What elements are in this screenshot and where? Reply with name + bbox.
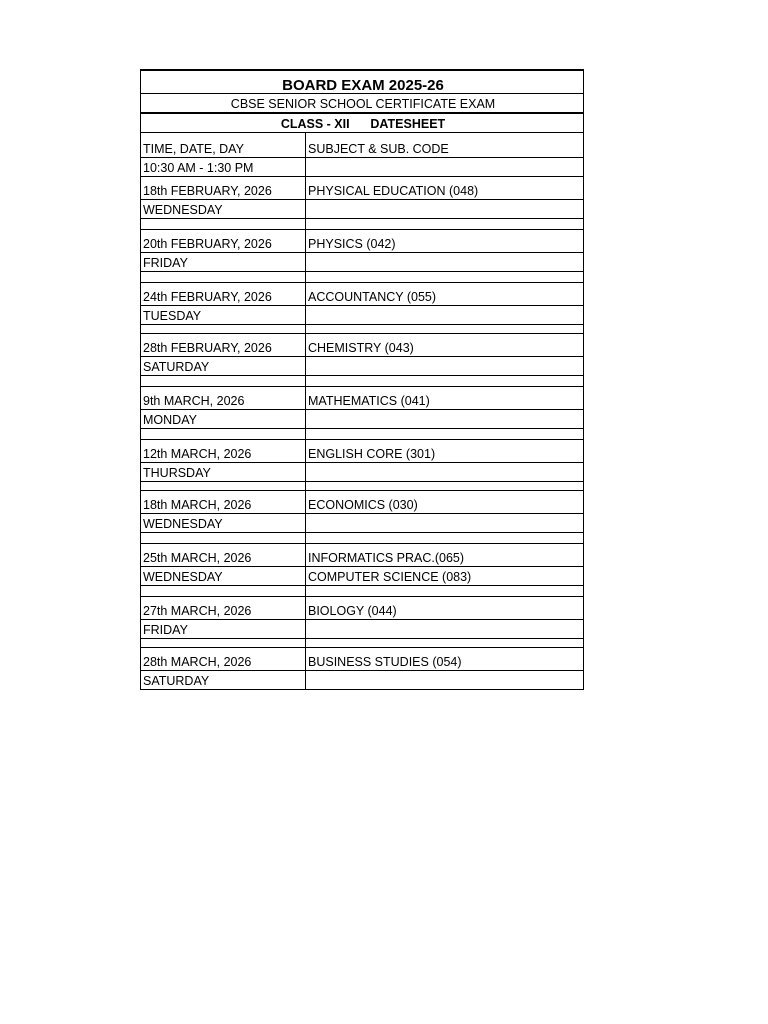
entry-date-row [141, 387, 584, 410]
entry-day-row [141, 306, 584, 325]
exam-time: 10:30 AM - 1:30 PM [141, 158, 306, 177]
exam-day: WEDNESDAY [141, 514, 306, 533]
exam-subject-secondary [306, 357, 584, 376]
exam-subject: BIOLOGY (044) [306, 597, 584, 620]
header-time-date-day: TIME, DATE, DAY [141, 133, 306, 158]
exam-day: WEDNESDAY [141, 200, 306, 219]
exam-day: WEDNESDAY [141, 567, 306, 586]
entry-day-row [141, 410, 584, 429]
exam-subject-secondary [306, 620, 584, 639]
exam-day: FRIDAY [141, 253, 306, 272]
entry-date-row [141, 597, 584, 620]
exam-subject: BUSINESS STUDIES (054) [306, 648, 584, 671]
exam-subject-secondary [306, 306, 584, 325]
separator-cell [141, 586, 306, 597]
entry-day-row [141, 671, 584, 690]
exam-subject: PHYSICAL EDUCATION (048) [306, 177, 584, 200]
separator-cell [141, 482, 306, 491]
entry-date-row [141, 440, 584, 463]
entry-date-row [141, 491, 584, 514]
entry-date-row [141, 177, 584, 200]
datesheet-table [140, 69, 584, 690]
entry-date-row [141, 230, 584, 253]
exam-date: 28th MARCH, 2026 [141, 648, 306, 671]
separator-cell [306, 272, 584, 283]
exam-date: 20th FEBRUARY, 2026 [141, 230, 306, 253]
separator-cell [306, 482, 584, 491]
separator-cell [306, 429, 584, 440]
entry-day-row [141, 514, 584, 533]
separator-cell [141, 533, 306, 544]
exam-date: 9th MARCH, 2026 [141, 387, 306, 410]
separator-cell [141, 639, 306, 648]
class-label: CLASS - XII DATESHEET [141, 113, 584, 133]
exam-day: THURSDAY [141, 463, 306, 482]
exam-date: 24th FEBRUARY, 2026 [141, 283, 306, 306]
separator-cell [306, 376, 584, 387]
exam-subject: INFORMATICS PRAC.(065) [306, 544, 584, 567]
separator-cell [306, 533, 584, 544]
header-subject: SUBJECT & SUB. CODE [306, 133, 584, 158]
entry-date-row [141, 283, 584, 306]
sheet-title: BOARD EXAM 2025-26 [141, 70, 584, 94]
exam-subject: ENGLISH CORE (301) [306, 440, 584, 463]
exam-day: SATURDAY [141, 671, 306, 690]
exam-day: FRIDAY [141, 620, 306, 639]
exam-subject-secondary [306, 514, 584, 533]
exam-subject: MATHEMATICS (041) [306, 387, 584, 410]
separator-row [141, 482, 584, 491]
separator-row [141, 429, 584, 440]
separator-cell [306, 325, 584, 334]
separator-cell [141, 325, 306, 334]
separator-cell [306, 639, 584, 648]
entry-day-row [141, 253, 584, 272]
exam-day: MONDAY [141, 410, 306, 429]
exam-subject-secondary: COMPUTER SCIENCE (083) [306, 567, 584, 586]
entry-date-row [141, 648, 584, 671]
entry-day-row [141, 620, 584, 639]
header-row [141, 133, 584, 158]
exam-subject-secondary [306, 463, 584, 482]
exam-subject-secondary [306, 253, 584, 272]
separator-cell [141, 429, 306, 440]
separator-row [141, 325, 584, 334]
separator-row [141, 586, 584, 597]
time-row [141, 158, 584, 177]
exam-date: 28th FEBRUARY, 2026 [141, 334, 306, 357]
exam-date: 18th FEBRUARY, 2026 [141, 177, 306, 200]
entry-day-row [141, 463, 584, 482]
exam-subject: PHYSICS (042) [306, 230, 584, 253]
entry-day-row [141, 200, 584, 219]
separator-cell [306, 586, 584, 597]
exam-date: 18th MARCH, 2026 [141, 491, 306, 514]
separator-row [141, 219, 584, 230]
separator-row [141, 272, 584, 283]
separator-cell [141, 272, 306, 283]
separator-row [141, 533, 584, 544]
entry-date-row [141, 544, 584, 567]
exam-date: 12th MARCH, 2026 [141, 440, 306, 463]
exam-subject-secondary [306, 671, 584, 690]
exam-subject: ECONOMICS (030) [306, 491, 584, 514]
exam-day: TUESDAY [141, 306, 306, 325]
separator-row [141, 376, 584, 387]
separator-cell [306, 219, 584, 230]
separator-row [141, 639, 584, 648]
exam-date: 27th MARCH, 2026 [141, 597, 306, 620]
time-row-empty [306, 158, 584, 177]
entry-date-row [141, 334, 584, 357]
separator-cell [141, 376, 306, 387]
entry-day-row [141, 567, 584, 586]
subtitle-row [141, 94, 584, 114]
title-row [141, 70, 584, 94]
class-row [141, 113, 584, 133]
exam-day: SATURDAY [141, 357, 306, 376]
entry-day-row [141, 357, 584, 376]
separator-cell [141, 219, 306, 230]
exam-subject-secondary [306, 410, 584, 429]
exam-subject: ACCOUNTANCY (055) [306, 283, 584, 306]
exam-subject-secondary [306, 200, 584, 219]
exam-date: 25th MARCH, 2026 [141, 544, 306, 567]
sheet-subtitle: CBSE SENIOR SCHOOL CERTIFICATE EXAM [141, 94, 584, 114]
exam-subject: CHEMISTRY (043) [306, 334, 584, 357]
